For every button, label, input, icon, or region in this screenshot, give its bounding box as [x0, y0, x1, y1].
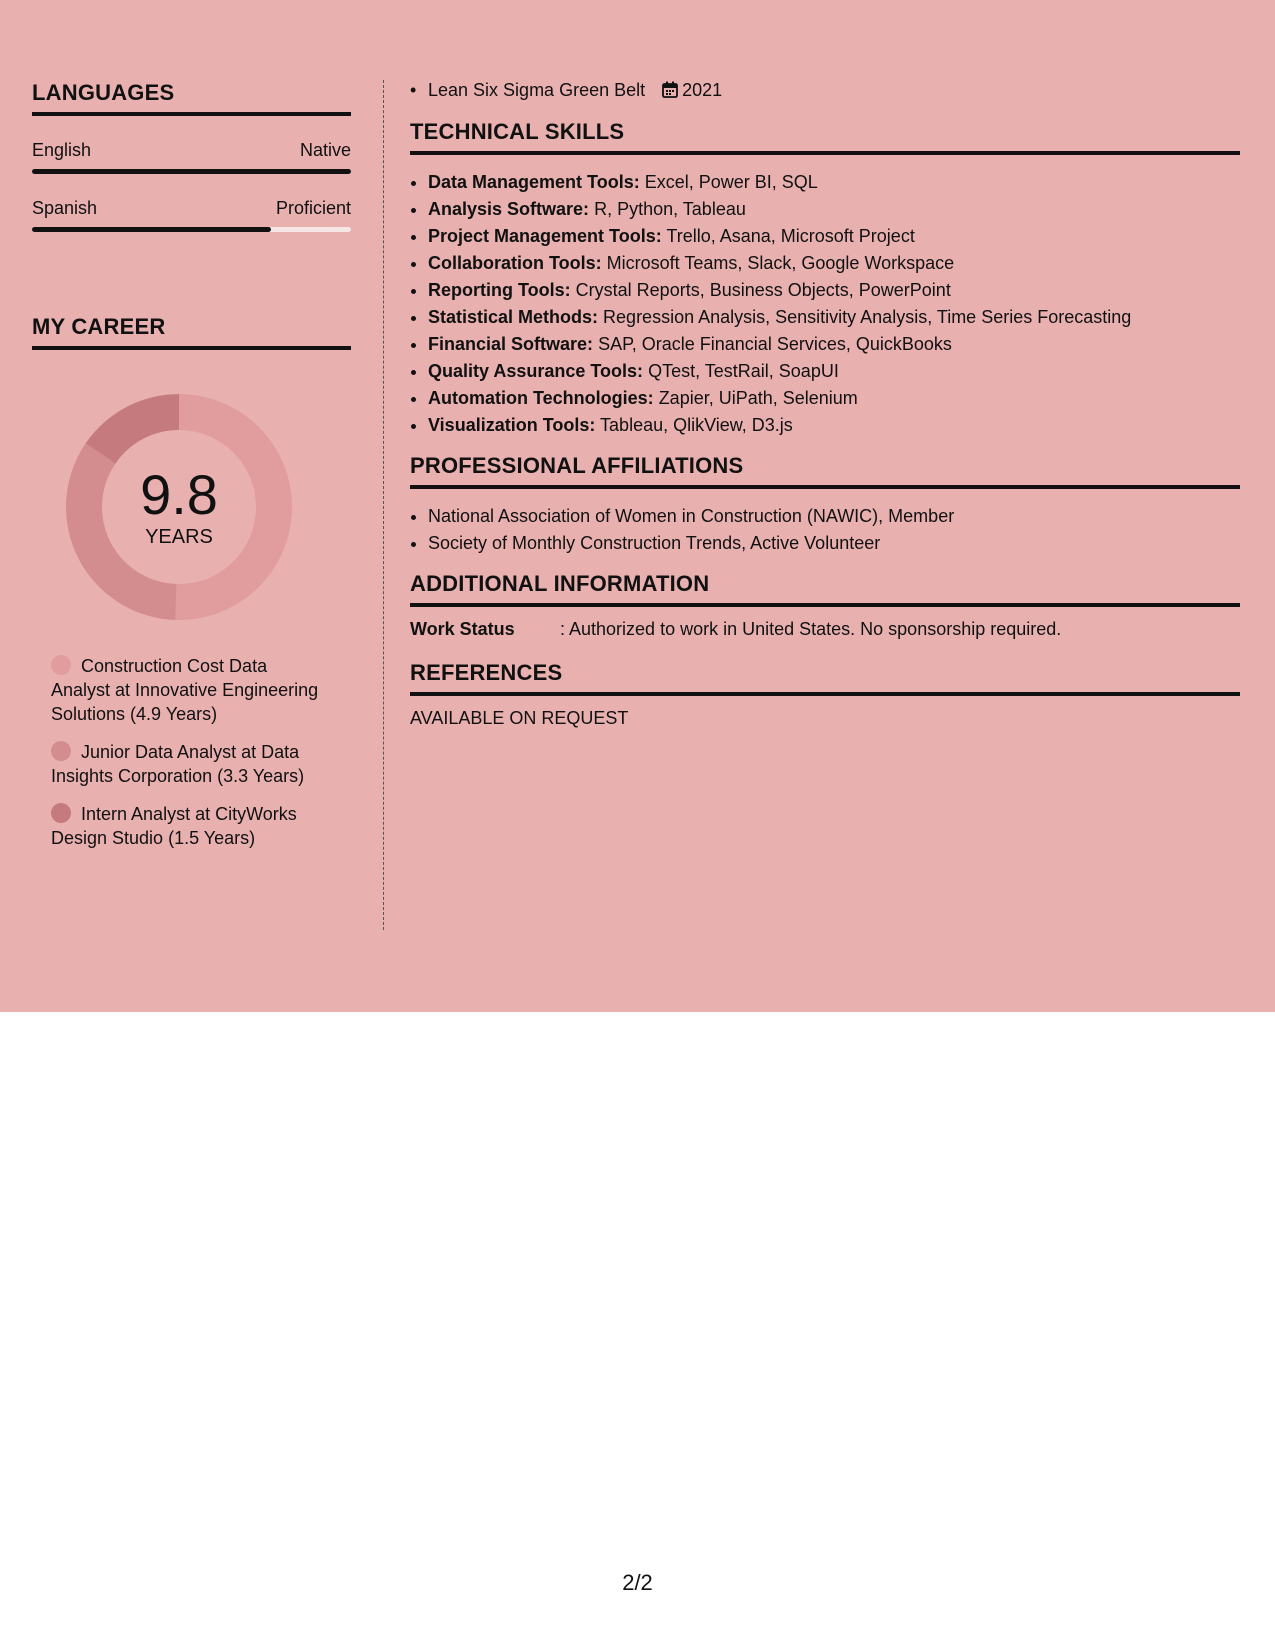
- skill-item: • Quality Assurance Tools: QTest, TestRail, SoapUI: [428, 358, 1240, 385]
- additional-info-title: ADDITIONAL INFORMATION: [410, 571, 1240, 607]
- skill-item: • Data Management Tools: Excel, Power BI, SQL: [428, 169, 1240, 196]
- legend-item: [51, 740, 321, 788]
- work-status-row: [410, 619, 1240, 640]
- legend-item: [51, 654, 321, 726]
- right-column: [410, 80, 1240, 729]
- language-item-spanish: [32, 198, 351, 232]
- affiliation-item: • Society of Monthly Construction Trends, Active Volunteer: [428, 530, 1240, 557]
- skill-item: • Visualization Tools: Tableau, QlikView, D3.js: [428, 412, 1240, 439]
- skill-item: • Automation Technologies: Zapier, UiPath, Selenium: [428, 385, 1240, 412]
- work-status-value: : Authorized to work in United States. No sponsorship required.: [560, 619, 1062, 639]
- legend-label: Intern Analyst at CityWorks Design Studio (1.5 Years): [51, 804, 297, 848]
- legend-dot: [51, 655, 71, 675]
- technical-skills-list: [410, 169, 1240, 439]
- languages-title: LANGUAGES: [32, 80, 351, 116]
- legend-dot: [51, 741, 71, 761]
- references-title: REFERENCES: [410, 660, 1240, 696]
- career-title: MY CAREER: [32, 314, 351, 350]
- language-level: Proficient: [275, 198, 351, 218]
- left-column: [32, 80, 351, 864]
- legend-label: Construction Cost Data Analyst at Innovative Engineering Solutions (4.9 Years): [51, 656, 319, 724]
- affiliations-title: PROFESSIONAL AFFILIATIONS: [410, 453, 1240, 489]
- skill-item: • Project Management Tools: Trello, Asana, Microsoft Project: [428, 223, 1240, 250]
- skill-item: • Financial Software: SAP, Oracle Financial Services, QuickBooks: [428, 331, 1240, 358]
- certification-name: Lean Six Sigma Green Belt: [428, 80, 646, 100]
- legend-label: Junior Data Analyst at Data Insights Corporation (3.3 Years): [51, 742, 305, 786]
- certification-year: 2021: [682, 80, 723, 100]
- career-donut-chart: [66, 394, 292, 620]
- skill-item: • Collaboration Tools: Microsoft Teams, Slack, Google Workspace: [428, 250, 1240, 277]
- language-bar: [32, 227, 351, 232]
- career-unit: YEARS: [145, 525, 213, 548]
- language-item-english: [32, 140, 351, 174]
- language-bar-fill: [32, 169, 351, 174]
- affiliations-list: [410, 503, 1240, 557]
- career-total-years: 9.8: [140, 462, 218, 526]
- legend-dot: [51, 803, 71, 823]
- language-level: Native: [299, 140, 351, 160]
- technical-skills-title: TECHNICAL SKILLS: [410, 119, 1240, 155]
- skill-item: • Statistical Methods: Regression Analysis, Sensitivity Analysis, Time Series Forecasting: [428, 304, 1240, 331]
- certification-item: [410, 80, 1240, 103]
- language-name: Spanish: [32, 198, 98, 218]
- work-status-label: Work Status: [410, 619, 515, 639]
- career-legend: [51, 654, 321, 850]
- calendar-icon: [662, 81, 678, 103]
- language-bar: [32, 169, 351, 174]
- page-number: 2/2: [622, 1570, 653, 1595]
- skill-item: • Analysis Software: R, Python, Tableau: [428, 196, 1240, 223]
- language-bar-fill: [32, 227, 271, 232]
- skill-item: • Reporting Tools: Crystal Reports, Business Objects, PowerPoint: [428, 277, 1240, 304]
- language-name: English: [32, 140, 92, 160]
- column-divider: [383, 80, 384, 930]
- references-text: AVAILABLE ON REQUEST: [410, 708, 629, 728]
- affiliation-item: • National Association of Women in Construction (NAWIC), Member: [428, 503, 1240, 530]
- legend-item: [51, 802, 321, 850]
